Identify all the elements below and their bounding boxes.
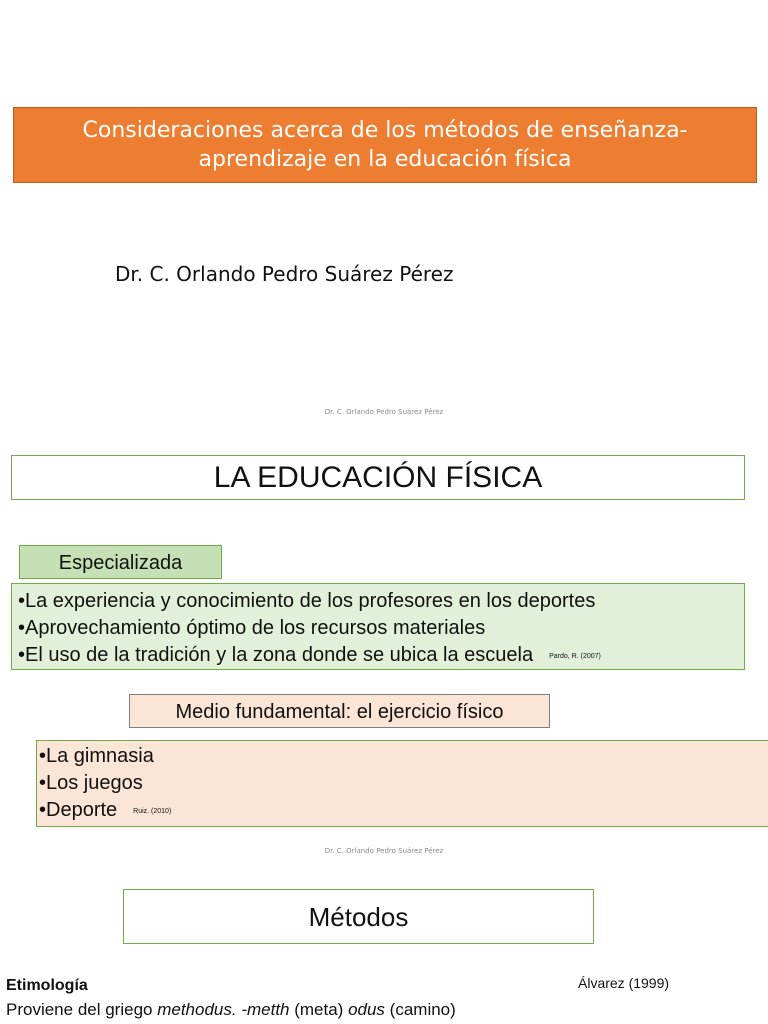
etymology-title: Etimología <box>6 977 88 994</box>
list-item <box>39 797 768 825</box>
slide-footer-2: Dr. C. Orlando Pedro Suárez Pérez <box>324 847 444 855</box>
list-item <box>18 642 744 670</box>
slide-footer-1: Dr. C. Orlando Pedro Suárez Pérez <box>324 408 444 416</box>
list-item: •La gimnasia <box>39 745 154 767</box>
education-heading: LA EDUCACIÓN FÍSICA <box>11 455 745 500</box>
source-citation: Álvarez (1999) <box>578 975 670 991</box>
etymology-text <box>6 1000 456 1020</box>
citation: Pardo, R. (2007) <box>549 653 601 660</box>
etymology-part: (meta) <box>289 1000 349 1019</box>
medio-fundamental-label: Medio fundamental: el ejercicio físico <box>129 694 550 728</box>
author-name: Dr. C. Orlando Pedro Suárez Pérez <box>115 262 454 286</box>
etymology-greek-term: methodus. -metth <box>157 1000 290 1019</box>
metodos-heading: Métodos <box>123 889 594 944</box>
list-item: •Los juegos <box>39 772 143 794</box>
list-item-text: •El uso de la tradición y la zona donde se ubica la escuela <box>18 644 534 666</box>
especializada-list <box>11 583 745 670</box>
etymology-part: Proviene del griego <box>6 1000 158 1019</box>
slide-title-line-1: Consideraciones acerca de los métodos de enseñanza- <box>82 118 688 143</box>
list-item-text: •Deporte <box>39 799 118 821</box>
slide-title-line-2: aprendizaje en la educación física <box>198 147 572 172</box>
list-item: •Aprovechamiento óptimo de los recursos materiales <box>18 617 486 639</box>
etymology-part: (camino) <box>384 1000 456 1019</box>
citation: Ruiz. (2010) <box>133 808 172 815</box>
slide-title-banner <box>13 107 757 183</box>
ejercicio-list <box>36 740 768 827</box>
etymology-greek-term: odus <box>348 1000 385 1019</box>
list-item: •La experiencia y conocimiento de los profesores en los deportes <box>18 590 596 612</box>
especializada-label: Especializada <box>19 545 222 579</box>
